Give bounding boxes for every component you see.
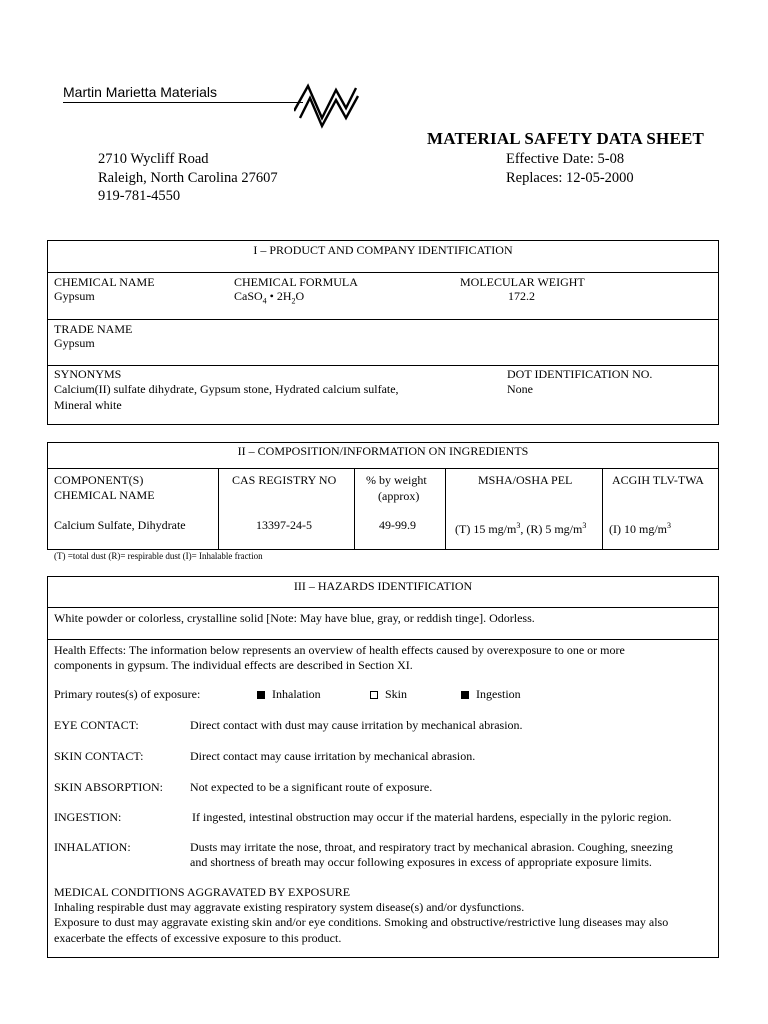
route-label: Skin — [385, 687, 408, 701]
component-name: Calcium Sulfate, Dihydrate — [54, 518, 186, 532]
trade-name-label: TRADE NAME — [54, 322, 133, 336]
column-header-component: COMPONENT(S) — [54, 473, 144, 487]
section-2-box — [47, 442, 719, 550]
effective-date: Effective Date: 5-08 — [506, 151, 625, 167]
section-3-box — [47, 576, 719, 958]
skin-absorption-text: Not expected to be a significant route of exposure. — [190, 780, 433, 794]
chemical-formula-label: CHEMICAL FORMULA — [234, 275, 358, 289]
abbreviation-footnote: (T) =total dust (R)= respirable dust (I)= Inhalable fraction — [54, 551, 263, 561]
route-skin — [370, 687, 407, 702]
skin-contact-text: Direct contact may cause irritation by mechanical abrasion. — [190, 749, 476, 763]
address-line: 2710 Wycliff Road — [98, 151, 209, 167]
molecular-weight-value: 172.2 — [508, 289, 535, 303]
medical-conditions-text: Exposure to dust may aggravate existing skin and/or eye conditions. Smoking and obstructive/restrictive lung diseases may also — [54, 915, 669, 929]
molecular-weight-label: MOLECULAR WEIGHT — [460, 275, 585, 289]
document-title: MATERIAL SAFETY DATA SHEET — [427, 129, 705, 148]
chemical-name-label: CHEMICAL NAME — [54, 275, 155, 289]
eye-contact-text: Direct contact with dust may cause irritation by mechanical abrasion. — [190, 718, 523, 732]
skin-contact-label: SKIN CONTACT: — [54, 749, 144, 763]
health-effects-text: components in gypsum. The individual effects are described in Section XI. — [54, 658, 413, 672]
health-effects-row — [48, 640, 718, 957]
column-divider — [354, 469, 355, 549]
dot-id-label: DOT IDENTIFICATION NO. — [507, 367, 653, 381]
health-effects-text: Health Effects: The information below represents an overview of health effects caused by overexposure to one or more — [54, 643, 625, 657]
checked-box-icon — [257, 691, 265, 699]
appearance-text: White powder or colorless, crystalline solid [Note: May have blue, gray, or reddish tinge]. Odorless. — [54, 611, 535, 625]
replaces-date: Replaces: 12-05-2000 — [506, 169, 634, 186]
route-label: Ingestion — [476, 687, 521, 701]
column-header-tlv: ACGIH TLV-TWA — [612, 473, 704, 487]
unchecked-box-icon — [370, 691, 378, 699]
section-2-heading: II – COMPOSITION/INFORMATION ON INGREDIENTS — [48, 443, 718, 469]
appearance-row — [48, 608, 718, 640]
column-divider — [218, 469, 219, 549]
inhalation-text: and shortness of breath may occur following exposures in excess of appropriate exposure limits. — [190, 855, 652, 869]
address-line: Raleigh, North Carolina 27607 — [98, 169, 278, 186]
eye-contact-label: EYE CONTACT: — [54, 718, 139, 732]
skin-absorption-label: SKIN ABSORPTION: — [54, 780, 164, 794]
checked-box-icon — [461, 691, 469, 699]
route-inhalation — [257, 687, 321, 702]
synonyms-value: Mineral white — [54, 398, 122, 412]
medical-conditions-text: exacerbate the effects of excessive exposure to this product. — [54, 931, 342, 945]
medical-conditions-heading: MEDICAL CONDITIONS AGGRAVATED BY EXPOSURE — [54, 885, 351, 899]
company-logo-icon — [294, 80, 360, 130]
column-header-pel: MSHA/OSHA PEL — [478, 473, 573, 487]
column-divider — [445, 469, 446, 549]
company-address — [98, 150, 278, 206]
document-dates — [506, 150, 634, 187]
column-header-component: CHEMICAL NAME — [54, 488, 155, 502]
identification-row — [48, 273, 718, 320]
dot-id-value: None — [507, 382, 533, 396]
route-label: Inhalation — [272, 687, 321, 701]
tlv-value: (I) 10 $mg/m^3$ — [609, 521, 671, 536]
synonyms-value: Calcium(II) sulfate dihydrate, Gypsum stone, Hydrated calcium sulfate, — [54, 382, 399, 396]
synonyms-row — [48, 366, 718, 426]
column-header-weight: % by weight — [366, 473, 427, 487]
trade-name-value: Gypsum — [54, 336, 95, 350]
cas-number: 13397-24-5 — [256, 518, 312, 532]
ingestion-text: If ingested, intestinal obstruction may occur if the material hardens, especially in the pyloric region. — [192, 810, 672, 824]
phone-number: 919-781-4550 — [98, 188, 181, 204]
ingredients-table — [48, 469, 718, 549]
company-name: Martin Marietta Materials — [63, 84, 218, 100]
chemical-formula-value: CaSO$_4$ • $2H_2O$ — [234, 289, 305, 306]
inhalation-label: INHALATION: — [54, 840, 131, 854]
inhalation-text: Dusts may irritate the nose, throat, and respiratory tract by mechanical abrasion. Coughing, sneezing — [190, 840, 673, 854]
routes-label: Primary routes(s) of exposure: — [54, 687, 201, 701]
column-header-cas: CAS REGISTRY NO — [232, 473, 337, 487]
trade-name-row — [48, 320, 718, 366]
route-ingestion — [461, 687, 521, 702]
synonyms-label: SYNONYMS — [54, 367, 122, 381]
logo-rule — [63, 102, 303, 103]
column-divider — [602, 469, 603, 549]
weight-range: 49-99.9 — [379, 518, 416, 532]
pel-value: (T) 15 $mg/m^3$, (R) 5 $mg/m^3$ — [455, 521, 587, 536]
column-header-weight: (approx) — [378, 489, 420, 503]
medical-conditions-text: Inhaling respirable dust may aggravate existing respiratory system disease(s) and/or dysfunctions. — [54, 900, 525, 914]
section-1-heading: I – PRODUCT AND COMPANY IDENTIFICATION — [48, 241, 718, 273]
ingestion-label: INGESTION: — [54, 810, 122, 824]
section-3-heading: III – HAZARDS IDENTIFICATION — [48, 577, 718, 608]
chemical-name-value: Gypsum — [54, 289, 95, 303]
section-1-box — [47, 240, 719, 425]
